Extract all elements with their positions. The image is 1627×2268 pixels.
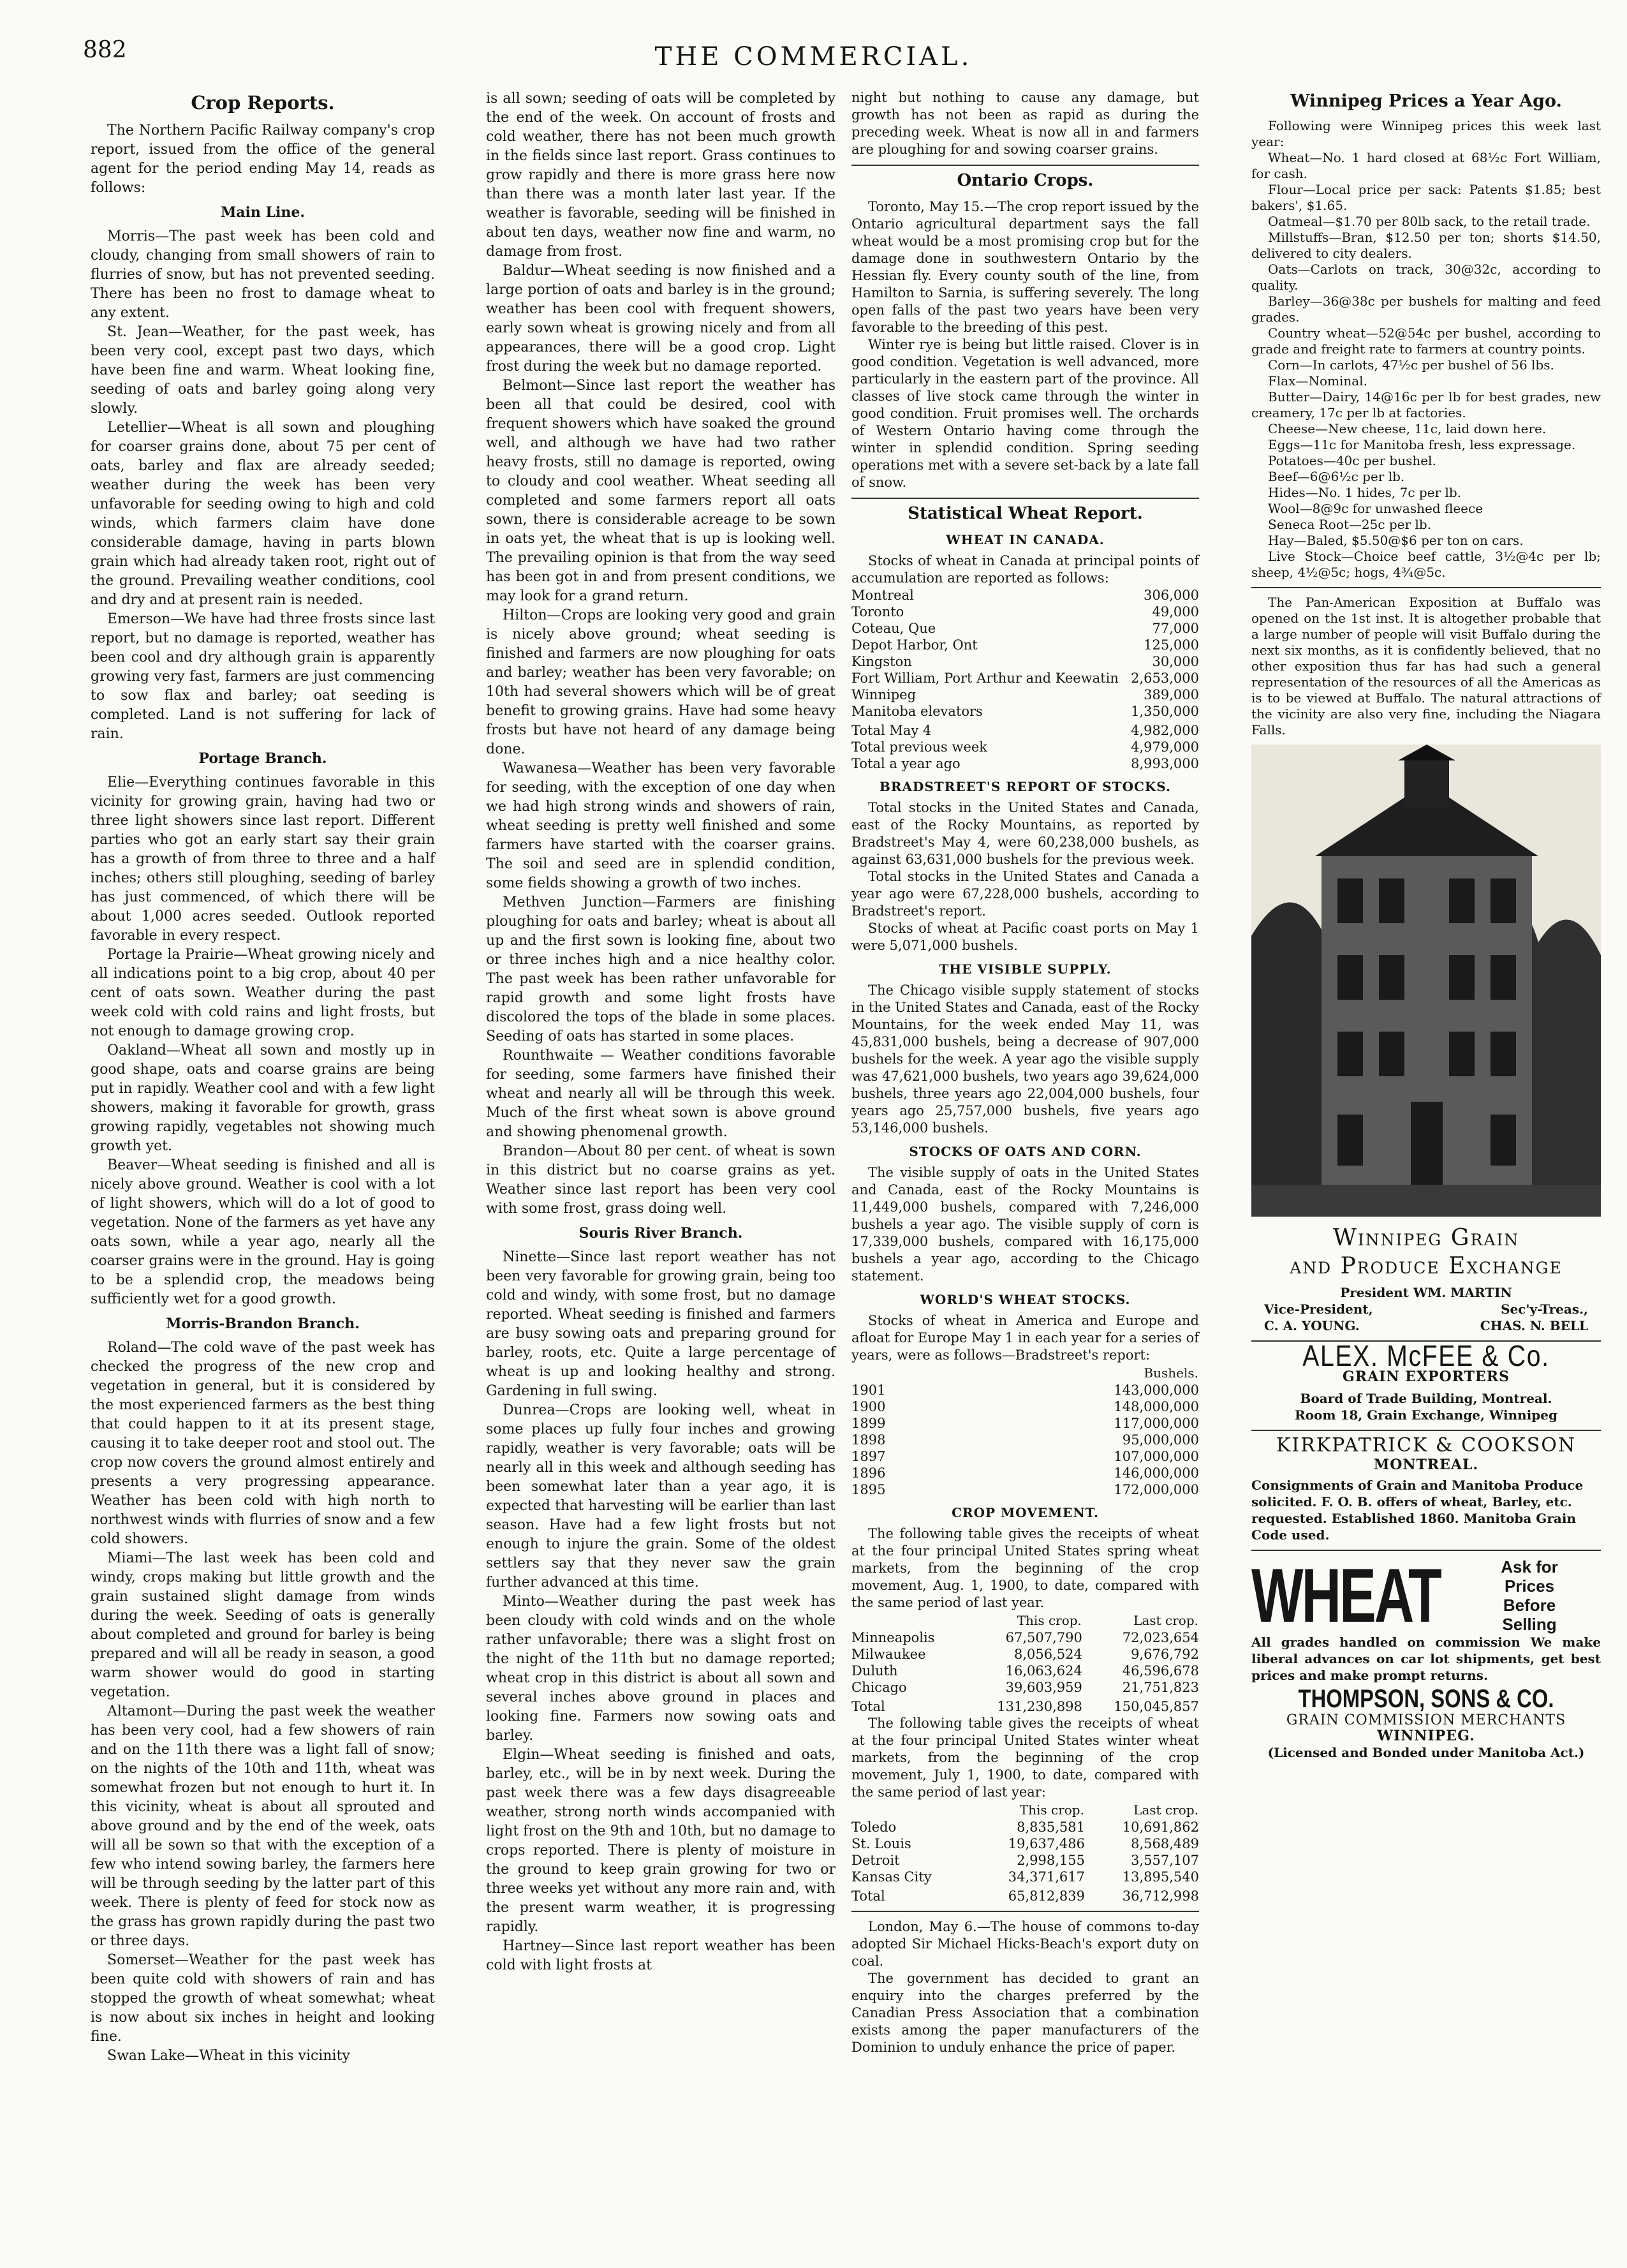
table-cell: Toronto xyxy=(851,604,904,619)
exchange-advertisement xyxy=(1251,1224,1601,1280)
article-paragraph: Roland—The cold wave of the past week has checked the progress of the new crop and vegetation in general, but it is considered by the most experienced farmers as the best thing that could happen to it at its present stage, causing it to take deeper root and stool out. The crop now covers the ground almost entirely and presents a very progressing appearance. Weather has been cold with high north to northwest winds with flurries of snow and a few cold showers. xyxy=(91,1340,435,1547)
column-rule xyxy=(1251,1430,1601,1431)
table-cell: 21,751,823 xyxy=(1122,1680,1199,1695)
table-cell: 8,568,489 xyxy=(1131,1836,1199,1851)
section-heading: Main Line. xyxy=(220,204,306,221)
table-cell: Total a year ago xyxy=(851,756,961,771)
table-row xyxy=(851,1629,1199,1646)
kirkpatrick-advertisement xyxy=(1251,1434,1601,1543)
ad-title: WHEAT xyxy=(1251,1553,1440,1638)
table-row xyxy=(851,686,1199,703)
ad-callout: Ask for Prices Before Selling xyxy=(1501,1557,1558,1634)
article-paragraph: The Pan-American Exposition at Buffalo was opened on the 1st inst. It is altogether probable that a large number of people will visit Buffalo during the next six months, as it is confidently believed, that no other exposition thus far has had such a general representation of the resources of all the Americas as is to be viewed at Buffalo. The natural attractions of the vicinity are also very fine, including the Niagara Falls. xyxy=(1251,595,1601,737)
table-cell: Chicago xyxy=(851,1680,907,1695)
table-cell: 2,653,000 xyxy=(1131,671,1199,686)
table-row xyxy=(851,1696,1199,1715)
table-cell: 49,000 xyxy=(1152,604,1199,619)
spring-wheat-receipts-table xyxy=(851,1612,1199,1715)
table-cell: 95,000,000 xyxy=(1122,1432,1199,1448)
table-cell: 1896 xyxy=(851,1465,886,1481)
table-row xyxy=(851,620,1199,637)
article-paragraph: Elie—Everything continues favorable in this vicinity for growing grain, having had two or three light showers since last report. Different parties who got an early start say their grain has a growth of from three to three and a half inches; others still ploughing, seeding of barley has just commenced, of which there will be about 1,000 acres seeded. Outlook reported favorable in every respect. xyxy=(91,775,435,944)
table-cell: 1898 xyxy=(851,1432,886,1448)
table-cell: 1901 xyxy=(851,1382,886,1398)
price-item: Seneca Root—25c per lb. xyxy=(1268,517,1432,532)
newspaper-title: THE COMMERCIAL. xyxy=(654,42,973,71)
article-paragraph: Letellier—Wheat is all sown and ploughing for coarser grains done, about 75 per cent of oats, barley and flax are already seeded; weather during the week has been very unfavorable for seeding owing to high and cold winds, which farmers claim have done considerable damage, having in parts blown grain which had already taken root, right out of the ground. Prevailing weather conditions, cool and dry and at present rain is needed. xyxy=(91,420,435,608)
table-cell: 2,998,155 xyxy=(1017,1853,1085,1868)
table-cell: Coteau, Que xyxy=(851,621,936,636)
table-cell: Kansas City xyxy=(851,1869,932,1885)
table-row xyxy=(851,1852,1199,1869)
table-cell: 16,063,624 xyxy=(1005,1663,1082,1679)
article-paragraph: Portage la Prairie—Wheat growing nicely and all indications point to a big crop, about 40 per cent of oats sown. Weather during the past week cold with cold rains and light frosts, but not enough to damage growing crop. xyxy=(91,947,435,1039)
ad-title: Winnipeg Grain xyxy=(1332,1225,1520,1251)
table-row xyxy=(851,755,1199,772)
mcfee-advertisement xyxy=(1251,1339,1601,1423)
price-item: Wool—8@9c for unwashed fleece xyxy=(1268,501,1483,516)
subheading: BRADSTREET'S REPORT OF STOCKS. xyxy=(879,779,1171,794)
price-item: Millstuffs—Bran, $12.50 per ton; shorts $14.50, delivered to city dealers. xyxy=(1251,230,1601,261)
table-row xyxy=(851,1465,1199,1481)
table-cell: 3,557,107 xyxy=(1131,1853,1199,1868)
table-row xyxy=(851,720,1199,739)
section-heading: Souris River Branch. xyxy=(578,1225,743,1241)
officer-row xyxy=(1251,1317,1601,1334)
price-item: Oats—Carlots on track, 30@32c, according to quality. xyxy=(1251,262,1601,293)
subheading: CROP MOVEMENT. xyxy=(952,1505,1099,1520)
winter-wheat-receipts-table xyxy=(851,1801,1199,1904)
article-paragraph: London, May 6.—The house of commons to-day adopted Sir Michael Hicks-Beach's export duty on coal. xyxy=(851,1919,1199,1969)
price-item: Wheat—No. 1 hard closed at 68½c Fort William, for cash. xyxy=(1251,150,1601,181)
table-cell: 65,812,839 xyxy=(1008,1888,1085,1904)
table-cell: Depot Harbor, Ont xyxy=(851,637,978,653)
table-cell: 1897 xyxy=(851,1449,886,1464)
article-paragraph: Stocks of wheat at Pacific coast ports on May 1 were 5,071,000 bushels. xyxy=(851,921,1199,953)
article-paragraph: Beaver—Wheat seeding is finished and all is nicely above ground. Weather is cool with a lot of light showers, which will do a lot of good to vegetation. None of the farmers as yet have any oats sown, while a year ago, nearly all the coarser grains were in the ground. Hay is going to be a splendid crop, the meadows being sufficiently wet for a good growth. xyxy=(91,1157,435,1307)
table-cell: 148,000,000 xyxy=(1114,1399,1199,1414)
table-cell: St. Louis xyxy=(851,1836,911,1851)
table-cell: Total May 4 xyxy=(851,723,932,738)
table-row xyxy=(851,1448,1199,1465)
table-cell: 9,676,792 xyxy=(1131,1647,1199,1662)
article-paragraph: The visible supply of oats in the United States and Canada, east of the Rocky Mountains is 11,449,000 bushels, compared with 7,246,000 bushels a year ago. The visible supply of corn is 17,339,000 bushels, compared with 16,175,000 bushels a year ago, according to the Chicago statement. xyxy=(851,1165,1199,1284)
article-paragraph: Stocks of wheat in Canada at principal points of accumulation are reported as follows: xyxy=(851,553,1199,586)
article-paragraph: Dunrea—Crops are looking well, wheat in some places up fully four inches and growing rapidly, weather is very favorable; oats will be nearly all in this week and although seeding has been somewhat later than a year ago, it is expected that harvesting will be earlier than last season. Have had a few light frosts but not enough to injure the grain. Some of the oldest settlers say that they never saw the grain further advanced at this time. xyxy=(486,1402,836,1590)
article-paragraph: is all sown; seeding of oats will be completed by the end of the week. On account of frosts and cold weather, there has not been much growth in the fields since last report. Grass continues to grow rapidly and there is more grass here now than there was a month later last year. If the weather is favorable, seeding will be finished in about ten days, weather now fine and warm, no damage from frost. xyxy=(486,91,836,260)
price-item: Country wheat—52@54c per bushel, according to grade and freight rate to farmers at country points. xyxy=(1251,325,1601,357)
price-item: Oatmeal—$1.70 per 80lb sack, to the retail trade. xyxy=(1268,214,1591,229)
price-item: Cheese—New cheese, 11c, laid down here. xyxy=(1268,421,1547,436)
table-row xyxy=(851,739,1199,755)
table-cell: Total xyxy=(851,1699,885,1714)
article-paragraph: The government has decided to grant an enquiry into the charges preferred by the Canadian Press Association that a combination exists among the paper manufacturers of the Dominion to unduly enhance the price of paper. xyxy=(851,1971,1199,2055)
table-cell: Manitoba elevators xyxy=(851,704,983,719)
table-cell: Minneapolis xyxy=(851,1630,935,1645)
ad-title: THOMPSON, SONS & CO. xyxy=(1298,1685,1554,1713)
building-illustration xyxy=(1251,745,1601,1217)
table-row xyxy=(851,670,1199,686)
world-wheat-stocks-table xyxy=(851,1364,1199,1498)
table-row xyxy=(851,1819,1199,1835)
price-item: Flax—Nominal. xyxy=(1268,373,1367,389)
table-cell: 150,045,857 xyxy=(1114,1699,1199,1714)
table-cell: 131,230,898 xyxy=(997,1699,1082,1714)
price-item: Hides—No. 1 hides, 7c per lb. xyxy=(1268,485,1462,500)
price-item: Flour—Local price per sack: Patents $1.85; best bakers', $1.65. xyxy=(1251,182,1601,213)
price-list xyxy=(1251,150,1601,581)
table-cell: 30,000 xyxy=(1152,654,1199,669)
officer-name: CHAS. N. BELL xyxy=(1480,1318,1588,1333)
article-paragraph: Rounthwaite — Weather conditions favorable for seeding, some farmers have finished their wheat and nearly all will be through this week. Much of the first wheat sown is above ground and showing phenomenal growth. xyxy=(486,1048,836,1140)
table-cell: Fort William, Port Arthur and Keewatin xyxy=(851,671,1119,686)
article-paragraph: Belmont—Since last report the weather has been all that could be desired, cool with frequent showers which have soaked the ground well, and although we have had two rather heavy frosts, still no damage is reported, owing to cloudy and cool weather. Wheat seeding all completed and some farmers report all oats sown, there is considerable acreage to be sown in oats yet, the wheat that is up is looking well. The prevailing opinion is that from the way seed has been got in and from present conditions, we may look for a grand return. xyxy=(486,378,836,604)
table-cell: 67,507,790 xyxy=(1005,1630,1082,1645)
table-cell: 146,000,000 xyxy=(1114,1465,1199,1481)
price-item: Beef—6@6½c per lb. xyxy=(1268,469,1405,484)
article-paragraph: Altamont—During the past week the weather has been very cool, had a few showers of rain and on the 11th there was a light fall of snow; on the nights of the 10th and 11th, wheat was somewhat frozen but not enough to hurt it. In this vicinity, wheat is about all sprouted and above ground and by the end of the week, oats will all be sown so that with the exception of a few who intend sowing barley, the farmers here will be through seeding by the latter part of this week. There is plenty of feed for stock now as the grass has grown rapidly during the past two or three days. xyxy=(91,1703,435,1949)
table-cell: 4,979,000 xyxy=(1131,739,1199,755)
table-cell: Detroit xyxy=(851,1853,900,1868)
table-row xyxy=(851,653,1199,670)
table-cell: Kingston xyxy=(851,654,912,669)
table-cell: 125,000 xyxy=(1144,637,1199,653)
ad-subtitle: MONTREAL. xyxy=(1373,1456,1479,1473)
article-paragraph: Wawanesa—Weather has been very favorable for seeding, with the exception of one day when we had high strong winds and showers of rain, wheat seeding is pretty well finished and some farmers have started with the coarser grains. The soil and seed are in splendid condition, some fields showing a growth of two inches. xyxy=(486,760,836,891)
article-paragraph: The following table gives the receipts of wheat at the four principal United States spring wheat markets, from the beginning of the crop movement, Aug. 1, 1900, to date, compared with the same period of last year. xyxy=(851,1526,1199,1610)
ad-title: ALEX. McFEE & Co. xyxy=(1302,1339,1550,1372)
ad-title: and Produce Exchange xyxy=(1290,1253,1563,1279)
table-cell: 13,895,540 xyxy=(1122,1869,1199,1885)
article-paragraph: Somerset—Weather for the past week has been quite cold with showers of rain and has stopped the growth of wheat somewhat; wheat is now about six inches in height and looking fine. xyxy=(91,1952,435,2045)
statistical-report-heading: Statistical Wheat Report. xyxy=(908,504,1143,523)
column-rule xyxy=(851,1911,1199,1912)
ad-city: WINNIPEG. xyxy=(1377,1728,1475,1744)
article-paragraph: Baldur—Wheat seeding is now finished and a large portion of oats and barley is in the ground; weather has been cool with frequent showers, early sown wheat is growing nicely and from all appearances, there will be a good crop. Light frost during the week but no damage reported. xyxy=(486,263,836,374)
table-cell: 8,993,000 xyxy=(1131,756,1199,771)
table-cell: 77,000 xyxy=(1152,621,1199,636)
table-cell: Toledo xyxy=(851,1820,897,1835)
article-paragraph: St. Jean—Weather, for the past week, has been very cool, except past two days, which have been fine and warm. Wheat looking fine, seeding of oats and barley going along very slowly. xyxy=(91,324,435,417)
table-row xyxy=(851,1869,1199,1885)
ad-address: Room 18, Grain Exchange, Winnipeg xyxy=(1295,1407,1557,1423)
wheat-advertisement xyxy=(1251,1553,1601,1638)
column-rule xyxy=(851,165,1199,166)
price-item: Corn—In carlots, 47½c per bushel of 56 lbs. xyxy=(1268,357,1554,373)
table-cell: 172,000,000 xyxy=(1114,1482,1199,1497)
officer-label: Vice-President, xyxy=(1264,1301,1373,1317)
officer-name: C. A. YOUNG. xyxy=(1264,1318,1360,1333)
exchange-officers xyxy=(1251,1284,1601,1334)
price-item: Live Stock—Choice beef cattle, 3½@4c per lb; sheep, 4½@5c; hogs, 4¾@5c. xyxy=(1251,549,1601,580)
price-item: Potatoes—40c per bushel. xyxy=(1268,453,1436,468)
table-cell: 143,000,000 xyxy=(1114,1382,1199,1398)
table-cell: 4,982,000 xyxy=(1131,723,1199,738)
table-row xyxy=(851,1382,1199,1398)
officer-row xyxy=(1251,1301,1601,1317)
winnipeg-prices-heading: Winnipeg Prices a Year Ago. xyxy=(1290,91,1562,111)
price-item: Barley—36@38c per bushels for malting and feed grades. xyxy=(1251,293,1601,325)
article-paragraph: Winter rye is being but little raised. Clover is in good condition. Vegetation is well advanced, more particularly in the eastern part of the province. All classes of live stock came through the winter in good condition. Fruit promises well. The orchards of Western Ontario having come through the winter in splendid condition. Spring seeding operations met with a severe set-back by a late fall of snow. xyxy=(851,337,1199,490)
crop-reports-heading: Crop Reports. xyxy=(191,92,335,114)
subheading: WHEAT IN CANADA. xyxy=(946,532,1105,547)
subheading: WORLD'S WHEAT STOCKS. xyxy=(920,1292,1131,1307)
article-paragraph: The following table gives the receipts of wheat at the four principal United States winter wheat markets, from the beginning of the crop movement, July 1, 1900, to date, compared with the same period of last year: xyxy=(851,1716,1199,1800)
article-paragraph: Swan Lake—Wheat in this vicinity xyxy=(107,2048,350,2064)
table-row xyxy=(851,637,1199,653)
table-header: This crop. xyxy=(1017,1613,1082,1628)
table-cell: 10,691,862 xyxy=(1122,1820,1199,1835)
table-cell: 34,371,617 xyxy=(1008,1869,1085,1885)
column-4 xyxy=(1251,89,1601,1761)
article-paragraph: Toronto, May 15.—The crop report issued by the Ontario agricultural department says the fall wheat would be a most promising crop but for the damage done in southwestern Ontario by the Hessian fly. Every county south of the line, from Hamilton to Sarnia, is suffering severely. The long open falls of the past two years have been very favorable to the breeding of this pest. xyxy=(851,199,1199,335)
table-cell: 46,596,678 xyxy=(1122,1663,1199,1679)
article-paragraph: Total stocks in the United States and Canada, east of the Rocky Mountains, as reported by Bradstreet's May 4, were 60,238,000 bushels, as against 63,631,000 bushels for the previous week. xyxy=(851,800,1199,867)
table-cell: Duluth xyxy=(851,1663,898,1679)
table-cell: 306,000 xyxy=(1144,588,1199,603)
article-paragraph: Miami—The last week has been cold and windy, crops making but little growth and the grain sustained slight damage from winds during the week. Seeding of oats is generally about completed and ground for barley is being prepared and will all be ready in season, a good warm shower would do good in starting vegetation. xyxy=(91,1550,435,1700)
article-paragraph: night but nothing to cause any damage, but growth has not been as rapid as during the preceding week. Wheat is now all in and farmers are ploughing for and sowing coarser grains. xyxy=(851,90,1199,157)
table-cell: Total xyxy=(851,1888,885,1904)
wheat-in-canada-table xyxy=(851,587,1199,772)
article-paragraph: Morris—The past week has been cold and cloudy, changing from small showers of rain to flurries of snow, but has not prevented seeding. There has been no frost to damage wheat to any extent. xyxy=(91,228,435,321)
article-paragraph: Methven Junction—Farmers are finishing ploughing for oats and barley; wheat is about all up and the first sown is looking fine, about two or three inches high and a nice healthy color. The past week has been rather unfavorable for rapid growth and some light frosts have discolored the tops of the blade in some places. Seeding of oats has started in some places. xyxy=(486,894,836,1044)
table-cell: 1895 xyxy=(851,1482,886,1497)
article-paragraph: The Northern Pacific Railway company's crop report, issued from the office of the general agent for the period ending May 14, reads as follows: xyxy=(91,122,435,196)
officer-line: President WM. MARTIN xyxy=(1340,1285,1512,1300)
article-paragraph: Ninette—Since last report weather has not been very favorable for growing grain, being too cold and windy, with some frost, but no damage reported. Wheat seeding is finished and farmers are busy sowing oats and preparing ground for barley, roots, etc. Quite a large percentage of wheat is up and looking healthy and strong. Gardening in full swing. xyxy=(486,1249,836,1399)
column-1 xyxy=(91,89,435,2066)
table-cell: 389,000 xyxy=(1144,687,1199,702)
thompson-advertisement xyxy=(1251,1685,1601,1761)
column-3 xyxy=(851,89,1199,2056)
section-heading: Portage Branch. xyxy=(198,750,327,767)
ad-title: KIRKPATRICK & COOKSON xyxy=(1276,1434,1577,1456)
article-paragraph: Brandon—About 80 per cent. of wheat is sown in this district but no coarse grains as yet. Weather since last report has been very cool with some frost, grass doing well. xyxy=(486,1143,836,1217)
table-cell: 72,023,654 xyxy=(1122,1630,1199,1645)
table-cell: 19,637,486 xyxy=(1008,1836,1085,1851)
ad-text: All grades handled on commission We make liberal advances on car lot shipments, get best prices and make prompt returns. xyxy=(1251,1634,1601,1683)
ad-subtitle: GRAIN COMMISSION MERCHANTS xyxy=(1286,1712,1566,1728)
table-header: This crop. xyxy=(1019,1802,1084,1818)
table-cell: 36,712,998 xyxy=(1122,1888,1199,1904)
table-row xyxy=(851,587,1199,604)
column-2 xyxy=(486,89,836,1975)
table-cell: 117,000,000 xyxy=(1114,1416,1199,1431)
article-paragraph: The Chicago visible supply statement of stocks in the United States and Canada, east of the Rocky Mountains, for the week ended May 11, was 45,831,000 bushels, being a decrease of 907,000 bushels for the week. A year ago the visible supply was 47,621,000 bushels, two years ago 39,624,000 bushels, three years ago 22,004,000 bushels, four years ago 25,757,000 bushels, five years ago 53,146,000 bushels. xyxy=(851,982,1199,1136)
table-cell: 8,056,524 xyxy=(1014,1647,1082,1662)
table-row xyxy=(851,1663,1199,1679)
section-heading: Morris-Brandon Branch. xyxy=(166,1316,360,1332)
table-cell: Montreal xyxy=(851,588,914,603)
subheading: STOCKS OF OATS AND CORN. xyxy=(909,1144,1142,1159)
exchange-building-engraving xyxy=(1251,745,1601,1217)
table-row xyxy=(851,1679,1199,1696)
table-cell: 39,603,959 xyxy=(1005,1680,1082,1695)
table-row xyxy=(851,1646,1199,1663)
price-item: Butter—Dairy, 14@16c per lb for best grades, new creamery, 17c per lb at factories. xyxy=(1251,389,1601,420)
table-cell: 1,350,000 xyxy=(1131,704,1199,719)
ad-text: Consignments of Grain and Manitoba Produce solicited. F. O. B. offers of wheat, Barley, etc. requested. Established 1860. Manitoba Grain Code used. xyxy=(1251,1478,1584,1543)
table-cell: 1899 xyxy=(851,1416,886,1431)
article-paragraph: Total stocks in the United States and Canada a year ago were 67,228,000 bushels, according to Bradstreet's report. xyxy=(851,869,1199,919)
table-row xyxy=(851,1885,1199,1904)
table-header: Bushels. xyxy=(1144,1365,1198,1381)
page-header xyxy=(0,0,1627,83)
table-row xyxy=(851,703,1199,720)
table-cell: Milwaukee xyxy=(851,1647,926,1662)
table-cell: Winnipeg xyxy=(851,687,917,702)
ad-subtitle: GRAIN EXPORTERS xyxy=(1343,1368,1510,1385)
table-cell: Total previous week xyxy=(851,739,988,755)
article-paragraph: Minto—Weather during the past week has been cloudy with cold winds and on the whole rather unfavorable; there was a slight frost on the night of the 11th but no damage reported; wheat crop in this district is about all sown and several inches above ground in places and looking fine. Farmers now sowing oats and barley. xyxy=(486,1594,836,1744)
officer-label: Sec'y-Treas., xyxy=(1501,1301,1588,1317)
article-paragraph: Elgin—Wheat seeding is finished and oats, barley, etc., will be in by next week. During the past week there was a few days disagreeable weather, strong north winds accompanied with light frost on the 9th and 10th, but no damage to crops reported. There is plenty of moisture in the ground to keep grain growing for two or three weeks yet without any more rain and, with the present warm weather, it is progressing rapidly. xyxy=(486,1747,836,1935)
table-cell: 1900 xyxy=(851,1399,886,1414)
article-paragraph: Hilton—Crops are looking very good and grain is nicely above ground; wheat seeding is finished and farmers are now ploughing for oats and barley; weather has been very favorable; on 10th had several showers which will be of great benefit to growing grains. Have had some heavy frosts but have not heard of any damage being done. xyxy=(486,607,836,757)
article-paragraph: Hartney—Since last report weather has been cold with light frosts at xyxy=(486,1938,836,1973)
article-paragraph: Emerson—We have had three frosts since last report, but no damage is reported, weather has been cool and dry although grain is apparently growing very fast, farmers are just commencing to sow flax and barley; oat seeding is completed. Land is not suffering for lack of rain. xyxy=(91,611,435,742)
table-row xyxy=(851,604,1199,620)
price-item: Hay—Baled, $5.50@$6 per ton on cars. xyxy=(1268,533,1524,548)
ontario-crops-heading: Ontario Crops. xyxy=(957,171,1094,190)
table-cell: 107,000,000 xyxy=(1114,1449,1199,1464)
price-item: Eggs—11c for Manitoba fresh, less expressage. xyxy=(1268,437,1576,452)
ad-address: Board of Trade Building, Montreal. xyxy=(1300,1391,1552,1406)
column-rule xyxy=(1251,587,1601,588)
column-rule xyxy=(851,498,1199,499)
table-row xyxy=(851,1481,1199,1498)
table-header: Last crop. xyxy=(1133,1802,1198,1818)
article-paragraph: Stocks of wheat in America and Europe and afloat for Europe May 1 in each year for a series of years, were as follows—Bradstreet's report: xyxy=(851,1313,1199,1363)
table-header: Last crop. xyxy=(1133,1613,1198,1628)
article-paragraph: Oakland—Wheat all sown and mostly up in good shape, oats and coarse grains are being put in rapidly. Weather cool and with a few light showers, making it favorable for growth, grass growing rapidly, vegetables not showing much growth yet. xyxy=(91,1042,435,1154)
table-row xyxy=(851,1432,1199,1448)
column-rule xyxy=(1251,1550,1601,1551)
table-row xyxy=(851,1835,1199,1852)
subheading: THE VISIBLE SUPPLY. xyxy=(939,961,1112,977)
ad-text: (Licensed and Bonded under Manitoba Act.) xyxy=(1267,1745,1585,1760)
article-paragraph: Following were Winnipeg prices this week last year: xyxy=(1251,118,1601,149)
table-cell: 8,835,581 xyxy=(1017,1820,1085,1835)
table-row xyxy=(851,1398,1199,1415)
table-row xyxy=(851,1415,1199,1432)
page-number: 882 xyxy=(83,37,127,63)
